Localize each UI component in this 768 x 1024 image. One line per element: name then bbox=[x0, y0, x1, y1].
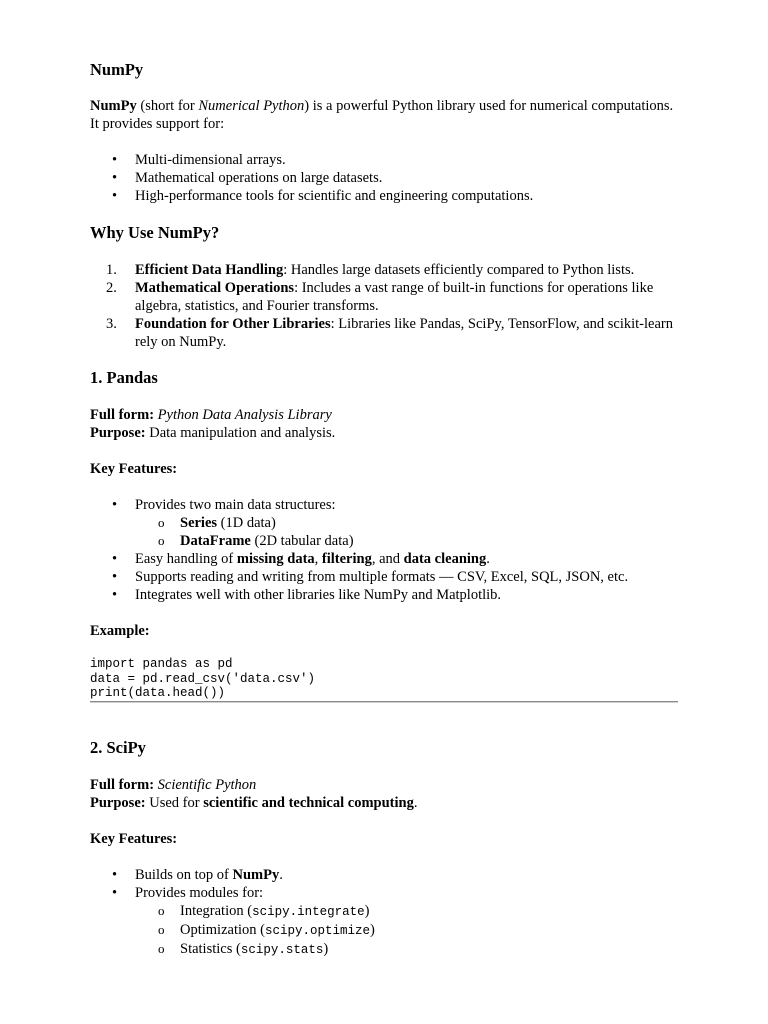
why-list bbox=[90, 261, 680, 351]
paren-close: ) bbox=[364, 903, 370, 919]
numpy-intro-bold: NumPy bbox=[90, 98, 137, 114]
numpy-intro-text1: (short for bbox=[136, 98, 199, 114]
full-form-value: Python Data Analysis Library bbox=[157, 407, 332, 423]
list-item bbox=[90, 315, 680, 351]
text-fragment: , and bbox=[371, 551, 404, 567]
list-number: 1. bbox=[106, 262, 117, 278]
purpose-label: Purpose: bbox=[90, 795, 146, 811]
full-form-label: Full form: bbox=[90, 777, 155, 793]
list-item bbox=[90, 261, 680, 279]
key-features-label: Key Features: bbox=[90, 831, 178, 847]
bullet-icon: • bbox=[112, 152, 118, 168]
horizontal-rule bbox=[90, 701, 678, 703]
module-name: Optimization bbox=[180, 922, 257, 938]
text-fragment: . bbox=[279, 867, 283, 883]
numpy-intro-italic: Numerical Python bbox=[198, 98, 305, 114]
pandas-features-list bbox=[90, 496, 680, 604]
text-fragment: . bbox=[486, 551, 490, 567]
pandas-key-features-label bbox=[90, 460, 680, 478]
sub-item-text: (2D tabular data) bbox=[250, 533, 354, 549]
purpose-text: . bbox=[413, 795, 418, 811]
why-heading: Why Use NumPy? bbox=[90, 223, 220, 242]
list-item-bold: Mathematical Operations bbox=[135, 280, 295, 296]
module-name: Integration bbox=[180, 903, 244, 919]
sub-bullet-icon: o bbox=[158, 922, 165, 937]
list-item bbox=[90, 496, 680, 514]
bullet-icon: • bbox=[112, 587, 118, 603]
code-line: data = pd.read_csv('data.csv') bbox=[90, 671, 316, 686]
sub-bullet-icon: o bbox=[158, 941, 165, 956]
list-item-text: : Includes a vast range of built-in functions for operations like algebra, statistics, and Fourier transforms. bbox=[135, 280, 654, 314]
list-item bbox=[90, 151, 680, 169]
paren-open: ( bbox=[232, 941, 241, 957]
bullet-icon: • bbox=[112, 569, 118, 585]
paren-close: ) bbox=[370, 922, 375, 938]
list-number: 3. bbox=[106, 316, 117, 332]
paren-open: ( bbox=[243, 903, 253, 919]
list-item bbox=[90, 568, 680, 586]
scipy-full-form bbox=[90, 776, 680, 794]
paren-close: ) bbox=[323, 941, 329, 957]
list-item-text: : Libraries like Pandas, SciPy, TensorFlow, and scikit-learn rely on NumPy. bbox=[135, 316, 673, 350]
paren-open: ( bbox=[256, 922, 265, 938]
list-item-bold: Efficient Data Handling bbox=[135, 262, 284, 278]
numpy-support-list bbox=[90, 151, 680, 205]
list-item bbox=[90, 169, 680, 187]
sub-list-item bbox=[90, 514, 680, 532]
sub-bullet-icon: o bbox=[158, 533, 165, 548]
sub-list-item bbox=[90, 532, 680, 550]
full-form-label: Full form: bbox=[90, 407, 155, 423]
numpy-intro bbox=[90, 97, 680, 133]
list-item-text: Integrates well with other libraries like NumPy and Matplotlib. bbox=[135, 587, 502, 603]
key-features-label: Key Features: bbox=[90, 461, 178, 477]
bullet-icon: • bbox=[112, 188, 118, 204]
bold-fragment: filtering bbox=[321, 551, 372, 567]
sub-list-item bbox=[90, 902, 680, 921]
bold-fragment: NumPy bbox=[232, 867, 280, 883]
list-item bbox=[90, 187, 680, 205]
sub-bullet-icon: o bbox=[158, 515, 165, 530]
sub-list-item bbox=[90, 921, 680, 940]
numpy-heading: NumPy bbox=[90, 60, 144, 79]
purpose-value: Data manipulation and analysis. bbox=[149, 425, 336, 441]
bullet-icon: • bbox=[112, 170, 118, 186]
bold-fragment: missing data bbox=[236, 551, 315, 567]
list-item-text: Multi-dimensional arrays. bbox=[135, 152, 286, 168]
bullet-icon: • bbox=[112, 551, 118, 567]
scipy-key-features-label bbox=[90, 830, 680, 848]
bullet-icon: • bbox=[112, 497, 118, 513]
list-item-text: Provides modules for: bbox=[135, 885, 264, 901]
text-fragment: Easy handling of bbox=[135, 551, 237, 567]
list-item bbox=[90, 550, 680, 568]
list-item bbox=[90, 586, 680, 604]
scipy-heading: 2. SciPy bbox=[90, 738, 146, 757]
text-fragment: , bbox=[314, 551, 322, 567]
list-item-text: Mathematical operations on large datasets. bbox=[135, 170, 383, 186]
pandas-purpose bbox=[90, 424, 680, 442]
list-item bbox=[90, 279, 680, 315]
bullet-icon: • bbox=[112, 867, 118, 883]
list-item-text: Provides two main data structures: bbox=[135, 497, 336, 513]
bullet-icon: • bbox=[112, 885, 118, 901]
text-fragment: Builds on top of bbox=[135, 867, 233, 883]
list-item-text: High-performance tools for scientific and engineering computations. bbox=[135, 188, 534, 204]
bold-fragment: data cleaning bbox=[403, 551, 487, 567]
list-item-text: : Handles large datasets efficiently compared to Python lists. bbox=[283, 262, 635, 278]
full-form-value: Scientific Python bbox=[157, 777, 257, 793]
module-code: scipy.integrate bbox=[252, 905, 365, 919]
list-item bbox=[90, 866, 680, 884]
sub-item-bold: DataFrame bbox=[180, 533, 251, 549]
pandas-full-form bbox=[90, 406, 680, 424]
list-item-text: Supports reading and writing from multiple formats — CSV, Excel, SQL, JSON, etc. bbox=[135, 569, 629, 585]
module-name: Statistics bbox=[180, 941, 233, 957]
sub-bullet-icon: o bbox=[158, 903, 165, 918]
purpose-text: Used for bbox=[149, 795, 204, 811]
list-item-bold: Foundation for Other Libraries bbox=[135, 316, 331, 332]
sub-item-bold: Series bbox=[180, 515, 218, 531]
code-line: print(data.head()) bbox=[90, 686, 226, 700]
module-code: scipy.stats bbox=[240, 943, 324, 957]
scipy-purpose bbox=[90, 794, 680, 812]
module-code: scipy.optimize bbox=[264, 924, 371, 938]
code-line: import pandas as pd bbox=[90, 657, 233, 671]
pandas-heading: 1. Pandas bbox=[90, 368, 158, 387]
sub-list-item bbox=[90, 940, 680, 959]
pandas-example-label bbox=[90, 622, 680, 640]
purpose-label: Purpose: bbox=[90, 425, 146, 441]
sub-item-text: (1D data) bbox=[217, 515, 276, 531]
list-number: 2. bbox=[106, 280, 117, 296]
example-label: Example: bbox=[90, 623, 150, 639]
scipy-features-list bbox=[90, 866, 680, 959]
code-block bbox=[90, 657, 680, 701]
purpose-bold: scientific and technical computing bbox=[203, 795, 414, 811]
list-item bbox=[90, 884, 680, 902]
numpy-intro-text2: ) is a powerful Python library used for numerical computations. It provides support for: bbox=[90, 98, 674, 132]
